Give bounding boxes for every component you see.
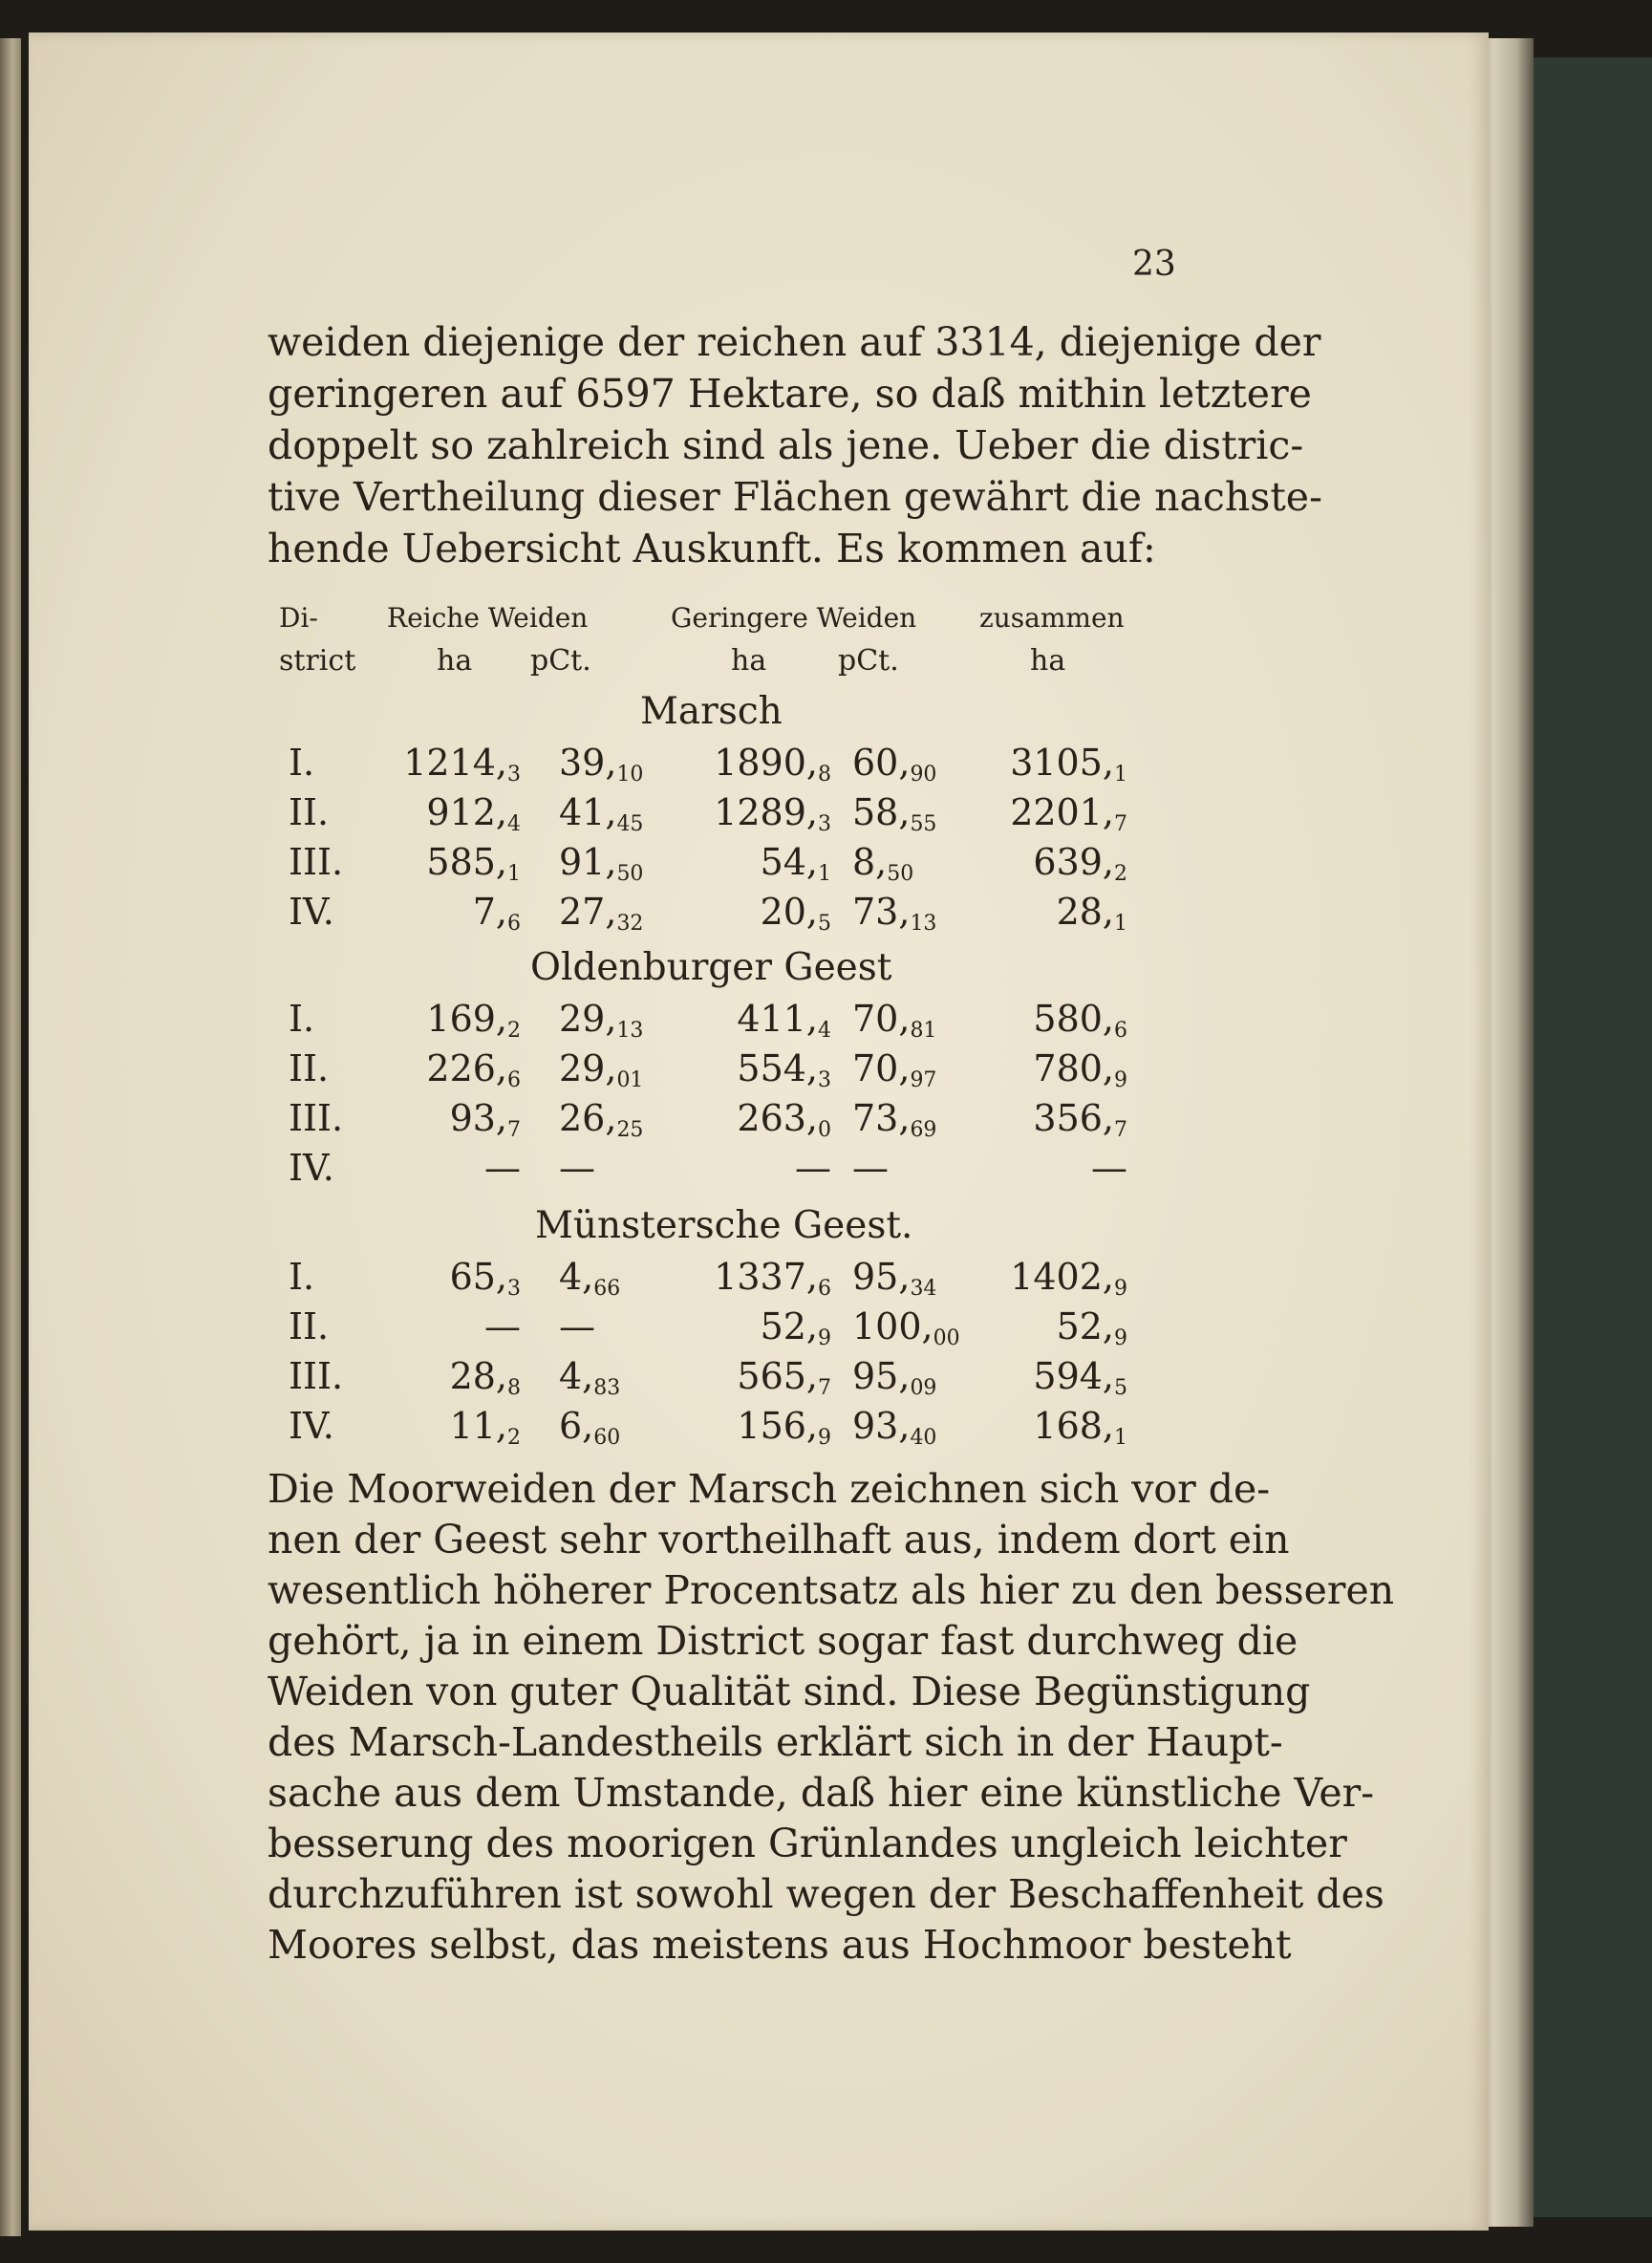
header-geringere-ha: ha	[731, 644, 767, 678]
cell-value: II.	[289, 1047, 330, 1089]
cell-ger-ha	[795, 1147, 831, 1192]
text-line: sache aus dem Umstande, daß hier eine künstliche Ver-	[268, 1770, 1375, 1816]
cell-value: 1289,	[714, 791, 818, 833]
cell-value: 29,	[559, 998, 617, 1040]
cell-reiche-pct	[559, 998, 643, 1043]
cell-decimal: 7	[818, 1376, 831, 1400]
cell-ger-pct	[852, 891, 936, 936]
cell-reiche-pct	[559, 1097, 643, 1142]
cell-value: 356,	[1033, 1097, 1114, 1139]
cell-value: —	[559, 1305, 595, 1347]
cell-ger-pct	[852, 1256, 936, 1301]
cell-decimal: 1	[1114, 763, 1127, 787]
cell-reiche-pct	[559, 1305, 595, 1350]
cell-reiche-pct	[559, 1147, 595, 1192]
cell-decimal: 55	[910, 812, 937, 836]
cell-value: 1214,	[403, 742, 507, 784]
cell-reiche-pct	[559, 742, 643, 787]
cell-value: 554,	[737, 1047, 818, 1089]
section-heading: Oldenburger Geest	[530, 946, 892, 989]
cell-decimal: 2	[507, 1019, 521, 1043]
cell-value: IV.	[289, 1405, 334, 1447]
cell-decimal: 9	[1114, 1277, 1127, 1301]
cell-value: 39,	[559, 742, 617, 784]
cell-district	[289, 1147, 334, 1189]
cell-value: 780,	[1033, 1047, 1114, 1089]
cell-ger-ha	[761, 1305, 831, 1350]
cell-zus-ha	[1033, 1355, 1127, 1400]
cell-decimal: 1	[507, 862, 521, 886]
cell-value: III.	[289, 1355, 344, 1397]
cell-decimal: 6	[507, 1068, 521, 1092]
cell-district	[289, 1097, 343, 1139]
cell-reiche-ha	[426, 841, 521, 886]
cell-reiche-ha	[450, 1405, 521, 1450]
header-reiche-pct: pCt.	[530, 644, 591, 678]
text-line: des Marsch-Landestheils erklärt sich in der Haupt-	[268, 1719, 1283, 1765]
cell-district	[289, 791, 329, 833]
cell-decimal: 2	[507, 1426, 521, 1450]
left-page-edge	[0, 38, 21, 2236]
cell-zus-ha	[1033, 998, 1127, 1043]
cell-value: 1337,	[714, 1256, 818, 1298]
cell-decimal: 8	[818, 763, 831, 787]
cell-value: II.	[289, 791, 330, 833]
cell-district	[289, 1355, 343, 1397]
cell-ger-pct	[852, 742, 936, 787]
cell-value: 26,	[559, 1097, 617, 1139]
cell-decimal: 9	[818, 1326, 831, 1350]
cell-value: 639,	[1033, 841, 1114, 883]
cell-zus-ha	[1010, 791, 1127, 836]
cell-value: 169,	[426, 998, 507, 1040]
cell-decimal: 32	[616, 912, 644, 936]
cell-decimal: 4	[507, 812, 521, 836]
cell-value: 912,	[426, 791, 507, 833]
cell-ger-ha	[761, 841, 831, 886]
cell-decimal: 1	[1114, 912, 1127, 936]
cell-ger-ha	[737, 1405, 831, 1450]
cell-value: 1890,	[714, 742, 818, 784]
header-zusammen: zusammen	[979, 602, 1125, 634]
cell-value: 6,	[559, 1405, 594, 1447]
cell-value: —	[484, 1305, 521, 1347]
cell-decimal: 45	[616, 812, 644, 836]
cell-value: 28,	[449, 1355, 507, 1397]
cell-ger-pct	[852, 1355, 936, 1400]
cell-value: 20,	[760, 891, 818, 933]
cell-ger-pct	[852, 1047, 936, 1092]
cell-decimal: 7	[507, 1118, 521, 1142]
text-line: durchzuführen ist sowohl wegen der Beschaffenheit des	[268, 1871, 1384, 1917]
cell-decimal: 3	[507, 763, 521, 787]
cell-decimal: 1	[818, 862, 831, 886]
section-heading: Marsch	[640, 690, 783, 733]
cell-decimal: 1	[1114, 1426, 1127, 1450]
cell-reiche-ha	[450, 1097, 521, 1142]
cell-decimal: 9	[818, 1426, 831, 1450]
cell-decimal: 83	[593, 1376, 621, 1400]
cell-ger-ha	[761, 891, 831, 936]
cell-reiche-ha	[403, 742, 521, 787]
cell-value: III.	[289, 1097, 344, 1139]
cell-value: 594,	[1033, 1355, 1114, 1397]
cell-decimal: 25	[616, 1118, 644, 1142]
cell-decimal: 9	[1114, 1068, 1127, 1092]
text-line: geringeren auf 6597 Hektare, so daß mithin letztere	[268, 371, 1312, 417]
cell-decimal: 13	[616, 1019, 644, 1043]
text-line: tive Vertheilung dieser Flächen gewährt die nachste-	[268, 474, 1322, 520]
cell-ger-ha	[737, 1047, 831, 1092]
cell-district	[289, 1256, 314, 1298]
cell-ger-ha	[737, 1355, 831, 1400]
cell-value: III.	[289, 841, 344, 883]
cell-reiche-ha	[426, 1047, 521, 1092]
cell-value: 8,	[852, 841, 888, 883]
cell-decimal: 7	[1114, 812, 1127, 836]
cell-zus-ha	[1033, 1097, 1127, 1142]
text-line: Die Moorweiden der Marsch zeichnen sich vor de-	[268, 1466, 1271, 1512]
header-zusammen-ha: ha	[1030, 644, 1066, 678]
cell-value: 565,	[737, 1355, 818, 1397]
cell-value: 1402,	[1010, 1256, 1114, 1298]
cell-district	[289, 1047, 329, 1089]
cell-value: 65,	[449, 1256, 507, 1298]
cell-zus-ha	[1033, 841, 1127, 886]
cell-decimal: 50	[887, 862, 914, 886]
cell-zus-ha	[1057, 1305, 1127, 1350]
cell-ger-pct	[852, 1097, 936, 1142]
cell-value: 73,	[852, 1097, 911, 1139]
cell-value: 70,	[852, 998, 911, 1040]
cell-decimal: 34	[910, 1277, 937, 1301]
cell-value: 585,	[426, 841, 507, 883]
cell-value: IV.	[289, 891, 334, 933]
cell-decimal: 10	[616, 763, 644, 787]
cell-value: I.	[289, 742, 315, 784]
cell-decimal: 97	[910, 1068, 937, 1092]
cell-ger-ha	[714, 791, 831, 836]
cell-district	[289, 742, 314, 784]
header-geringere-weiden: Geringere Weiden	[671, 602, 917, 634]
cell-value: 28,	[1056, 891, 1114, 933]
cell-value: 70,	[852, 1047, 911, 1089]
cell-decimal: 3	[507, 1277, 521, 1301]
cell-reiche-pct	[559, 1355, 620, 1400]
cell-value: 263,	[737, 1097, 818, 1139]
cell-reiche-ha	[473, 891, 521, 936]
cell-value: 11,	[449, 1405, 507, 1447]
cell-decimal: 0	[818, 1118, 831, 1142]
cell-value: 91,	[559, 841, 617, 883]
cell-decimal: 9	[1114, 1326, 1127, 1350]
cell-value: —	[852, 1147, 889, 1189]
cell-reiche-pct	[559, 841, 643, 886]
cell-decimal: 5	[1114, 1376, 1127, 1400]
cell-reiche-pct	[559, 1047, 643, 1092]
cell-value: 29,	[559, 1047, 617, 1089]
cell-ger-ha	[737, 998, 831, 1043]
cell-ger-pct	[852, 791, 936, 836]
cell-decimal: 6	[1114, 1019, 1127, 1043]
cell-value: 54,	[760, 841, 818, 883]
cell-reiche-pct	[559, 1405, 620, 1450]
cell-decimal: 5	[818, 912, 831, 936]
header-reiche-ha: ha	[437, 644, 473, 678]
cell-decimal: 09	[910, 1376, 937, 1400]
text-line: Weiden von guter Qualität sind. Diese Begünstigung	[268, 1669, 1311, 1714]
cell-value: 52,	[760, 1305, 818, 1347]
cell-value: —	[1091, 1147, 1127, 1189]
cell-value: —	[795, 1147, 831, 1189]
cell-value: 27,	[559, 891, 617, 933]
book-cover-edge	[1529, 57, 1652, 2217]
cell-value: 60,	[852, 742, 911, 784]
book-page	[29, 32, 1489, 2231]
cell-value: 93,	[449, 1097, 507, 1139]
cell-value: IV.	[289, 1147, 334, 1189]
cell-decimal: 3	[818, 1068, 831, 1092]
text-line: hende Uebersicht Auskunft. Es kommen auf:	[268, 526, 1156, 571]
cell-value: 4,	[559, 1355, 594, 1397]
cell-zus-ha	[1010, 742, 1127, 787]
page-number: 23	[1132, 245, 1176, 284]
cell-value: 95,	[852, 1256, 911, 1298]
cell-decimal: 66	[593, 1277, 621, 1301]
cell-district	[289, 998, 314, 1040]
cell-reiche-ha	[426, 791, 521, 836]
cell-value: 156,	[737, 1405, 818, 1447]
cell-reiche-pct	[559, 791, 643, 836]
header-geringere-pct: pCt.	[838, 644, 899, 678]
cell-value: —	[559, 1147, 595, 1189]
cell-ger-ha	[714, 1256, 831, 1301]
cell-reiche-ha	[450, 1355, 521, 1400]
cell-decimal: 6	[818, 1277, 831, 1301]
cell-reiche-ha	[484, 1147, 521, 1192]
cell-zus-ha	[1010, 1256, 1127, 1301]
cell-value: 3105,	[1010, 742, 1114, 784]
cell-reiche-ha	[450, 1256, 521, 1301]
cell-value: 100,	[852, 1305, 933, 1347]
cell-decimal: 00	[933, 1326, 960, 1350]
cell-zus-ha	[1057, 891, 1127, 936]
cell-value: 93,	[852, 1405, 911, 1447]
cell-decimal: 13	[910, 912, 937, 936]
cell-ger-pct	[852, 841, 913, 886]
cell-value: 95,	[852, 1355, 911, 1397]
cell-decimal: 69	[910, 1118, 937, 1142]
header-reiche-weiden: Reiche Weiden	[387, 602, 589, 634]
cell-decimal: 2	[1114, 862, 1127, 886]
text-line: wesentlich höherer Procentsatz als hier zu den besseren	[268, 1567, 1395, 1613]
cell-value: I.	[289, 1256, 315, 1298]
text-line: besserung des moorigen Grünlandes ungleich leichter	[268, 1821, 1347, 1866]
cell-value: 73,	[852, 891, 911, 933]
cell-ger-ha	[737, 1097, 831, 1142]
cell-zus-ha	[1091, 1147, 1127, 1192]
cell-ger-pct	[852, 998, 936, 1043]
cell-decimal: 3	[818, 812, 831, 836]
cell-decimal: 6	[507, 912, 521, 936]
text-line: doppelt so zahlreich sind als jene. Ueber die distric-	[268, 422, 1304, 468]
cell-reiche-ha	[426, 998, 521, 1043]
cell-value: 52,	[1056, 1305, 1114, 1347]
cell-reiche-pct	[559, 891, 643, 936]
cell-district	[289, 891, 334, 933]
text-line: Moores selbst, das meistens aus Hochmoor besteht	[268, 1922, 1292, 1968]
cell-decimal: 01	[616, 1068, 644, 1092]
cell-district	[289, 1405, 334, 1447]
cell-value: 580,	[1033, 998, 1114, 1040]
cell-district	[289, 841, 343, 883]
section-heading: Münstersche Geest.	[535, 1204, 913, 1247]
cell-ger-pct	[852, 1405, 936, 1450]
header-district: Di-	[279, 602, 318, 634]
cell-value: I.	[289, 998, 315, 1040]
cell-decimal: 4	[818, 1019, 831, 1043]
text-line: gehört, ja in einem District sogar fast durchweg die	[268, 1618, 1298, 1664]
cell-decimal: 90	[910, 763, 937, 787]
cell-value: 411,	[737, 998, 818, 1040]
cell-zus-ha	[1033, 1405, 1127, 1450]
cell-ger-pct	[852, 1305, 960, 1350]
cell-decimal: 40	[910, 1426, 937, 1450]
cell-ger-ha	[714, 742, 831, 787]
cell-ger-pct	[852, 1147, 889, 1192]
cell-decimal: 81	[910, 1019, 937, 1043]
cell-value: 7,	[472, 891, 507, 933]
cell-reiche-ha	[484, 1305, 521, 1350]
cell-value: 226,	[426, 1047, 507, 1089]
cell-value: 41,	[559, 791, 617, 833]
cell-zus-ha	[1033, 1047, 1127, 1092]
cell-decimal: 50	[616, 862, 644, 886]
cell-value: 168,	[1033, 1405, 1114, 1447]
cell-district	[289, 1305, 329, 1347]
cell-value: II.	[289, 1305, 330, 1347]
cell-value: —	[484, 1147, 521, 1189]
text-line: nen der Geest sehr vortheilhaft aus, indem dort ein	[268, 1517, 1290, 1563]
cell-decimal: 8	[507, 1376, 521, 1400]
cell-decimal: 7	[1114, 1118, 1127, 1142]
cell-value: 4,	[559, 1256, 594, 1298]
header-strict: strict	[279, 644, 356, 678]
cell-decimal: 60	[593, 1426, 621, 1450]
cell-reiche-pct	[559, 1256, 620, 1301]
cell-value: 58,	[852, 791, 911, 833]
cell-value: 2201,	[1010, 791, 1114, 833]
text-line: weiden diejenige der reichen auf 3314, diejenige der	[268, 319, 1321, 365]
